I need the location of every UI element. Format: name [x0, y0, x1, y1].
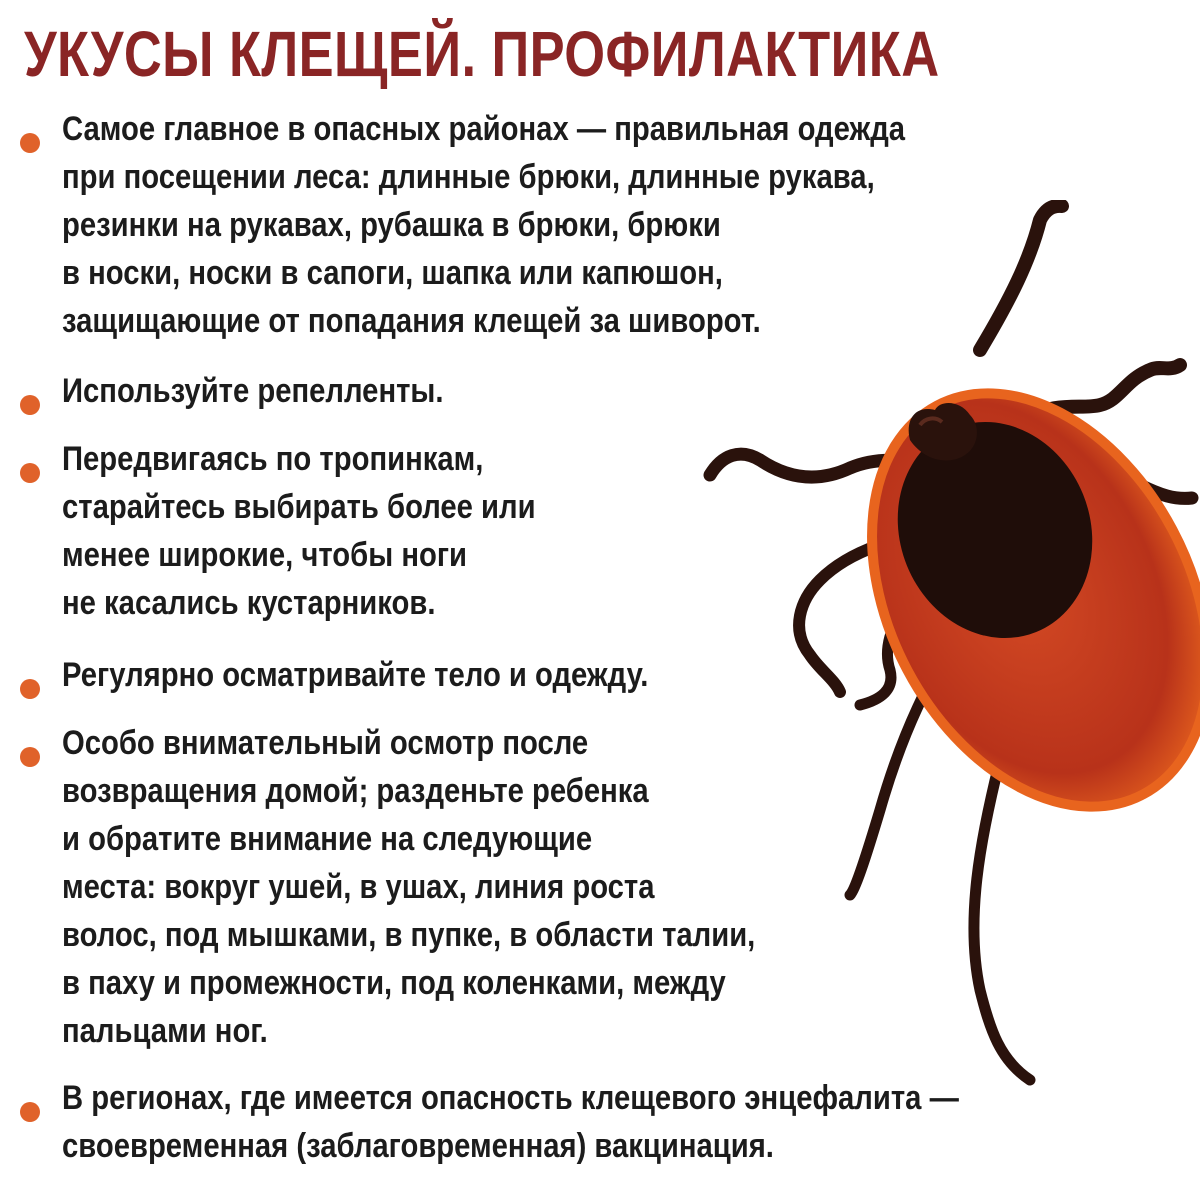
bullet-icon: [20, 747, 40, 767]
bullet-icon: [20, 133, 40, 153]
text-line: Самое главное в опасных районах — правильная одежда: [62, 110, 906, 148]
list-item-text: [62, 1074, 959, 1170]
text-line: в паху и промежности, под коленками, между: [62, 964, 726, 1002]
bullet-icon: [20, 395, 40, 415]
bullet-icon: [20, 1102, 40, 1122]
text-line: и обратите внимание на следующие: [62, 820, 593, 858]
text-line: старайтесь выбирать более или: [62, 488, 536, 526]
text-line: защищающие от попадания клещей за шиворот.: [62, 302, 761, 340]
text-line: при посещении леса: длинные брюки, длинные рукава,: [62, 158, 875, 196]
text-line: волос, под мышками, в пупке, в области талии,: [62, 916, 756, 954]
page-title: УКУСЫ КЛЕЩЕЙ. ПРОФИЛАКТИКА: [24, 18, 940, 90]
text-line: Используйте репелленты.: [62, 372, 444, 410]
text-line: Передвигаясь по тропинкам,: [62, 440, 484, 478]
bullet-icon: [20, 679, 40, 699]
text-line: Особо внимательный осмотр после: [62, 724, 589, 762]
list-item-text: [62, 719, 755, 1055]
text-line: своевременная (заблаговременная) вакцинация.: [62, 1127, 774, 1165]
text-line: пальцами ног.: [62, 1012, 268, 1050]
text-line: Регулярно осматривайте тело и одежду.: [62, 656, 649, 694]
text-line: места: вокруг ушей, в ушах, линия роста: [62, 868, 655, 906]
text-line: возвращения домой; разденьте ребенка: [62, 772, 649, 810]
text-line: В регионах, где имеется опасность клещевого энцефалита —: [62, 1079, 959, 1117]
list-item-text: [62, 651, 648, 699]
text-line: в носки, носки в сапоги, шапка или капюшон,: [62, 254, 723, 292]
text-line: менее широкие, чтобы ноги: [62, 536, 467, 574]
list-item-text: [62, 435, 536, 627]
list-item-text: [62, 367, 444, 415]
text-line: резинки на рукавах, рубашка в брюки, брюки: [62, 206, 721, 244]
text-line: не касались кустарников.: [62, 584, 436, 622]
bullet-icon: [20, 463, 40, 483]
list-item-text: [62, 105, 905, 345]
